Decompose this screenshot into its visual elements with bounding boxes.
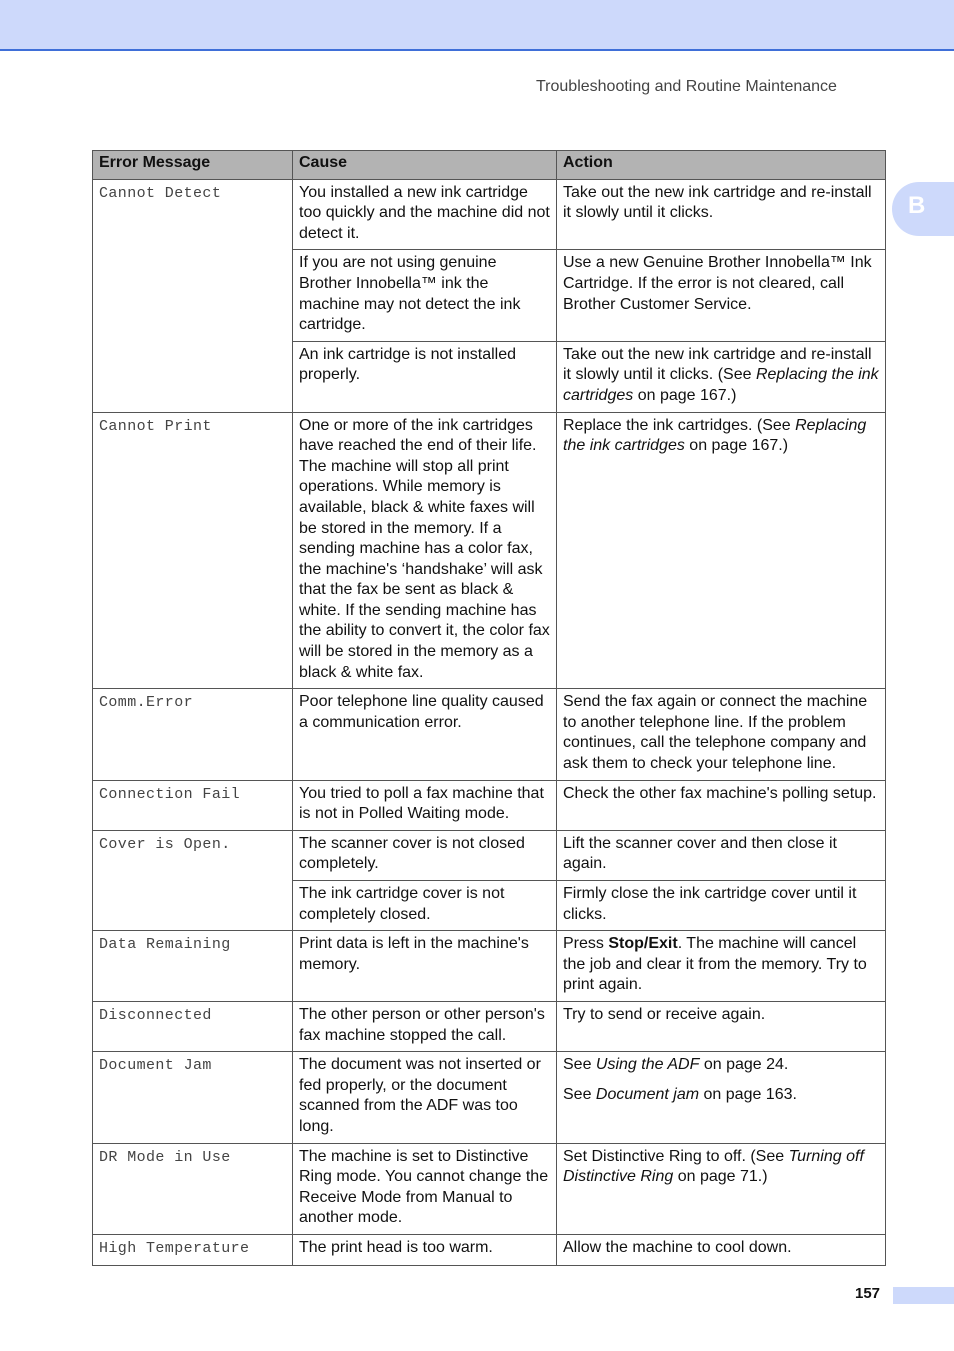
- cause-cell: Print data is left in the machine's memory.: [293, 931, 557, 1002]
- action-text: on page 163.: [699, 1085, 797, 1103]
- table-row: [93, 412, 886, 689]
- action-text: See: [563, 1085, 596, 1103]
- action-text: . The machine will cancel the job and clear it from the memory. Try to print again.: [563, 935, 867, 994]
- page-reference: Turning off Distinctive Ring: [563, 1147, 864, 1186]
- error-message-table: [92, 150, 886, 1266]
- header-error-message: Error Message: [93, 151, 293, 180]
- cause-cell: The print head is too warm.: [293, 1234, 557, 1265]
- running-header: Troubleshooting and Routine Maintenance: [536, 78, 837, 95]
- action-text: Set Distinctive Ring to off. (See: [563, 1147, 789, 1165]
- cause-cell: The machine is set to Distinctive Ring mode. You cannot change the Receive Mode from Manual to another mode.: [293, 1143, 557, 1234]
- table-row: [93, 689, 886, 780]
- cause-cell: If you are not using genuine Brother Innobella™ ink the machine may not detect the ink cartridge.: [293, 250, 557, 341]
- table-row: [93, 1143, 886, 1234]
- action-text: Press: [563, 935, 609, 953]
- action-paragraph: [563, 1085, 879, 1106]
- top-color-band: [0, 0, 954, 51]
- chapter-letter: B: [908, 192, 926, 219]
- table-row: [93, 1234, 886, 1265]
- action-paragraph: [563, 1055, 879, 1076]
- table-row: [93, 830, 886, 880]
- action-cell: [557, 1143, 886, 1234]
- error-message-cell: Data Remaining: [93, 931, 293, 1002]
- action-cell: [557, 341, 886, 412]
- action-text: on page 24.: [699, 1056, 789, 1074]
- table-row: [93, 1001, 886, 1051]
- action-cell: Lift the scanner cover and then close it again.: [557, 830, 886, 880]
- action-text: Take out the new ink cartridge and re-install it slowly until it clicks. (See: [563, 345, 872, 384]
- action-text: Replace the ink cartridges. (See: [563, 416, 796, 434]
- table-header-row: [93, 151, 886, 180]
- error-message-cell: Disconnected: [93, 1001, 293, 1051]
- key-name: Stop/Exit: [608, 935, 678, 953]
- chapter-tab: [892, 182, 954, 236]
- table-row: [93, 780, 886, 830]
- error-message-cell: DR Mode in Use: [93, 1143, 293, 1234]
- action-cell: Firmly close the ink cartridge cover until it clicks.: [557, 881, 886, 931]
- action-cell: Try to send or receive again.: [557, 1001, 886, 1051]
- page-reference: Document jam: [595, 1085, 700, 1103]
- table-row: [93, 1052, 886, 1143]
- action-cell: Check the other fax machine's polling setup.: [557, 780, 886, 830]
- table-row: [93, 179, 886, 250]
- cause-cell: One or more of the ink cartridges have reached the end of their life. The machine will stop all print operations. While memory is available, black & white faxes will be stored in the memory. If a sending machine has a color fax, the machine's ‘handshake’ will ask that the fax be sent as black & white. If the sending machine has the ability to convert it, the color fax will be stored in the memory as a black & white fax.: [293, 412, 557, 689]
- action-text: on page 71.): [673, 1168, 768, 1186]
- error-message-cell: Document Jam: [93, 1052, 293, 1143]
- cause-cell: An ink cartridge is not installed properly.: [293, 341, 557, 412]
- action-text: on page 167.): [684, 437, 789, 455]
- cause-cell: You tried to poll a fax machine that is not in Polled Waiting mode.: [293, 780, 557, 830]
- header-action: Action: [557, 151, 886, 180]
- action-cell: Send the fax again or connect the machine to another telephone line. If the problem continues, call the telephone company and ask them to check your telephone line.: [557, 689, 886, 780]
- cause-cell: Poor telephone line quality caused a communication error.: [293, 689, 557, 780]
- action-cell: Use a new Genuine Brother Innobella™ Ink Cartridge. If the error is not cleared, call Brother Customer Service.: [557, 250, 886, 341]
- error-message-cell: Cannot Detect: [93, 179, 293, 412]
- header-cause: Cause: [293, 151, 557, 180]
- error-message-cell: Cannot Print: [93, 412, 293, 689]
- page-reference: Using the ADF: [595, 1056, 700, 1074]
- error-message-cell: Comm.Error: [93, 689, 293, 780]
- error-message-cell: High Temperature: [93, 1234, 293, 1265]
- cause-cell: The scanner cover is not closed completely.: [293, 830, 557, 880]
- page-reference: Replacing the ink cartridges: [563, 366, 879, 404]
- table-row: [93, 931, 886, 1002]
- action-cell: [557, 1052, 886, 1143]
- action-cell: [557, 412, 886, 689]
- error-message-cell: Connection Fail: [93, 780, 293, 830]
- action-cell: [557, 931, 886, 1002]
- action-text: on page 167.): [633, 386, 737, 404]
- footer-color-tab: [893, 1287, 954, 1304]
- cause-cell: You installed a new ink cartridge too quickly and the machine did not detect it.: [293, 179, 557, 250]
- action-text: See: [563, 1056, 596, 1074]
- action-cell: Take out the new ink cartridge and re-install it slowly until it clicks.: [557, 179, 886, 250]
- page-number: 157: [855, 1285, 881, 1302]
- cause-cell: The ink cartridge cover is not completely closed.: [293, 881, 557, 931]
- page-reference: Replacing the ink cartridges: [563, 416, 867, 455]
- action-cell: Allow the machine to cool down.: [557, 1234, 886, 1265]
- cause-cell: The document was not inserted or fed properly, or the document scanned from the ADF was too long.: [293, 1052, 557, 1143]
- cause-cell: The other person or other person's fax machine stopped the call.: [293, 1001, 557, 1051]
- error-message-cell: Cover is Open.: [93, 830, 293, 930]
